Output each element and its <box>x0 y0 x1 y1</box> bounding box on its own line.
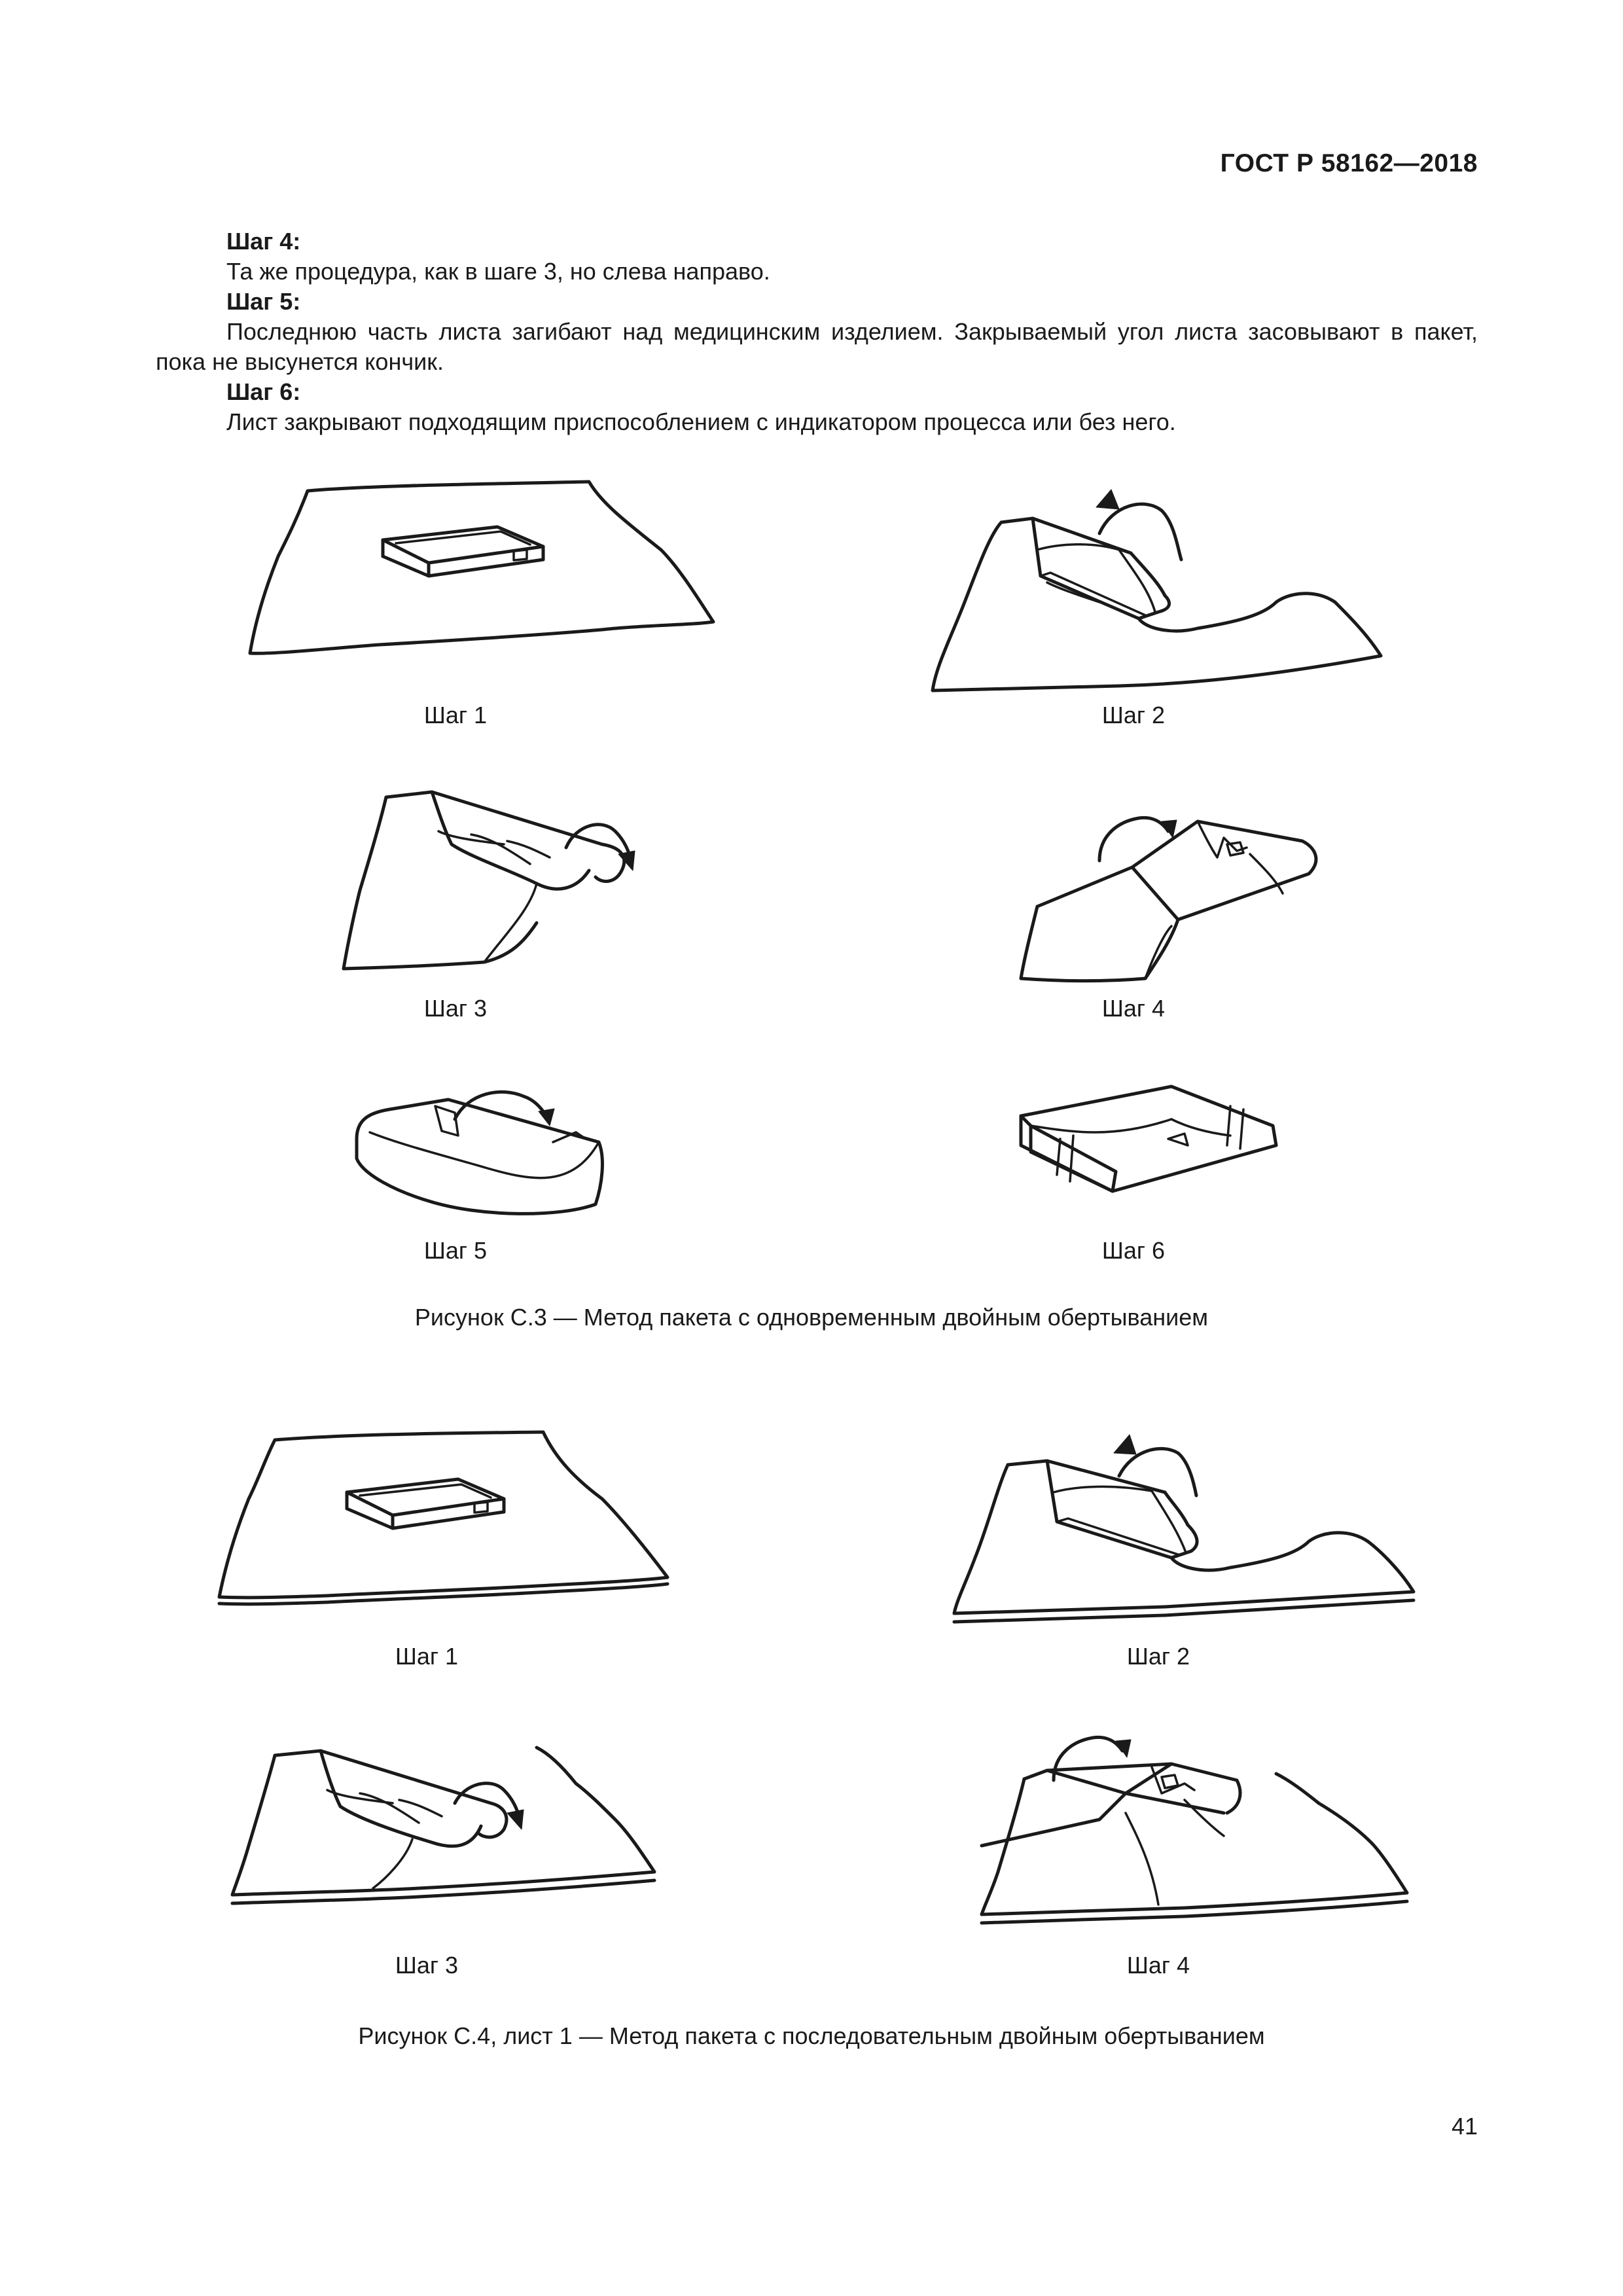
c4-step2-illustration <box>942 1414 1427 1630</box>
figure-c3-caption: Рисунок С.3 — Метод пакета с одновременным двойным обертыванием <box>414 1304 1209 1331</box>
c4-step2-label: Шаг 2 <box>1126 1643 1190 1670</box>
c3-step2-illustration <box>923 478 1394 694</box>
c3-step1-illustration <box>236 478 733 668</box>
step-5-title: Шаг 5: <box>226 288 301 315</box>
c3-step3-illustration <box>340 785 648 982</box>
page-number: 41 <box>1451 2113 1478 2140</box>
c3-step1-label: Шаг 1 <box>423 702 488 728</box>
c4-step3-illustration <box>223 1721 668 1911</box>
c4-step1-illustration <box>209 1420 681 1617</box>
c3-step6-illustration <box>1008 1060 1283 1230</box>
steps-text <box>156 226 1478 437</box>
c4-step4-illustration <box>962 1715 1420 1931</box>
step-6-text: Лист закрывают подходящим приспособлением с индикатором процесса или без него. <box>226 408 1176 435</box>
step-4-title: Шаг 4: <box>226 228 301 255</box>
c4-step1-label: Шаг 1 <box>395 1643 459 1670</box>
step-6-title: Шаг 6: <box>226 378 301 405</box>
step-4-text: Та же процедура, как в шаге 3, но слева направо. <box>226 258 770 285</box>
step-5-text: Последнюю часть листа загибают над медицинским изделием. Закрываемый угол листа засовывают в пакет, пока не высунется кончик. <box>156 318 1478 375</box>
c3-step3-label: Шаг 3 <box>423 995 488 1022</box>
document-code: ГОСТ Р 58162—2018 <box>1220 149 1478 177</box>
figure-c4-caption: Рисунок С.4, лист 1 — Метод пакета с последовательным двойным обертыванием <box>358 2022 1265 2049</box>
c3-step4-label: Шаг 4 <box>1101 995 1166 1022</box>
c3-step6-label: Шаг 6 <box>1101 1237 1166 1264</box>
c4-step4-label: Шаг 4 <box>1126 1952 1190 1979</box>
c3-step5-label: Шаг 5 <box>423 1237 488 1264</box>
c3-step5-illustration <box>350 1060 612 1230</box>
c3-step2-label: Шаг 2 <box>1101 702 1166 728</box>
c4-step3-label: Шаг 3 <box>395 1952 459 1979</box>
c3-step4-illustration <box>1001 782 1342 992</box>
